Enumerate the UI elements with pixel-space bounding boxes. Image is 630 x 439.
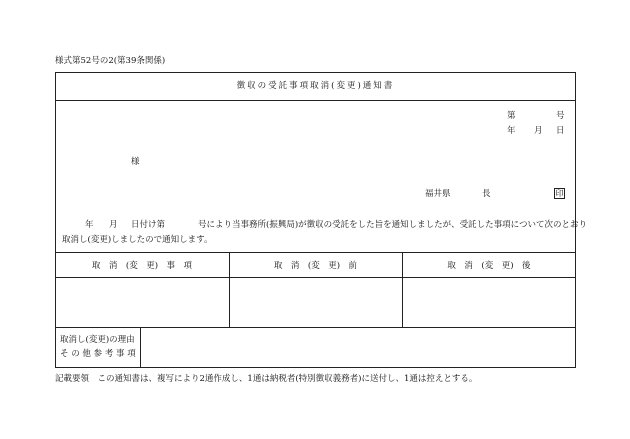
date-year: 年 (507, 126, 516, 136)
table-header-item: 取 消 (変 更) 事 項 (91, 261, 193, 271)
reason-label-line1: 取消し(変更)の理由 (60, 335, 135, 345)
footnote: 記載要領 この通知書は、複写により2通作成し、1通は納税者(特別徴収義務者)に送付し、1通は控えとする。 (55, 374, 478, 384)
body-line1-text: 号により当事務所(振興局)が徴収の受託をした旨を通知しましたが、受託した事項について次のとおり (198, 220, 587, 230)
number-suffix: 号 (556, 111, 565, 121)
table-top-line (55, 252, 576, 253)
body-line2-text: 取消し(変更)しましたので通知します。 (62, 235, 213, 245)
date-month: 月 (534, 126, 543, 136)
form-label: 様式第52号の2(第39条関係) (55, 56, 166, 66)
sender-org: 福井県 (425, 189, 451, 199)
body-month: 月 (109, 220, 118, 230)
title-divider (55, 100, 576, 101)
table-header-before: 取 消 (変 更) 前 (273, 261, 358, 271)
reason-label-line2: そ の 他 参 考 事 項 (60, 349, 136, 359)
number-prefix: 第 (507, 111, 516, 121)
table-body-line (55, 327, 576, 328)
body-dated: 日付け第 (131, 220, 166, 230)
seal-stamp: 印 (555, 189, 564, 198)
date-day: 日 (556, 126, 565, 136)
document-title: 徴収の受託事項取消(変更)通知書 (236, 81, 395, 91)
reason-divider (140, 327, 141, 368)
addressee-sama: 様 (131, 157, 140, 167)
table-header-after: 取 消 (変 更) 後 (447, 261, 531, 271)
sender-title: 長 (482, 189, 491, 199)
body-year: 年 (85, 220, 94, 230)
table-header-line (55, 277, 576, 278)
